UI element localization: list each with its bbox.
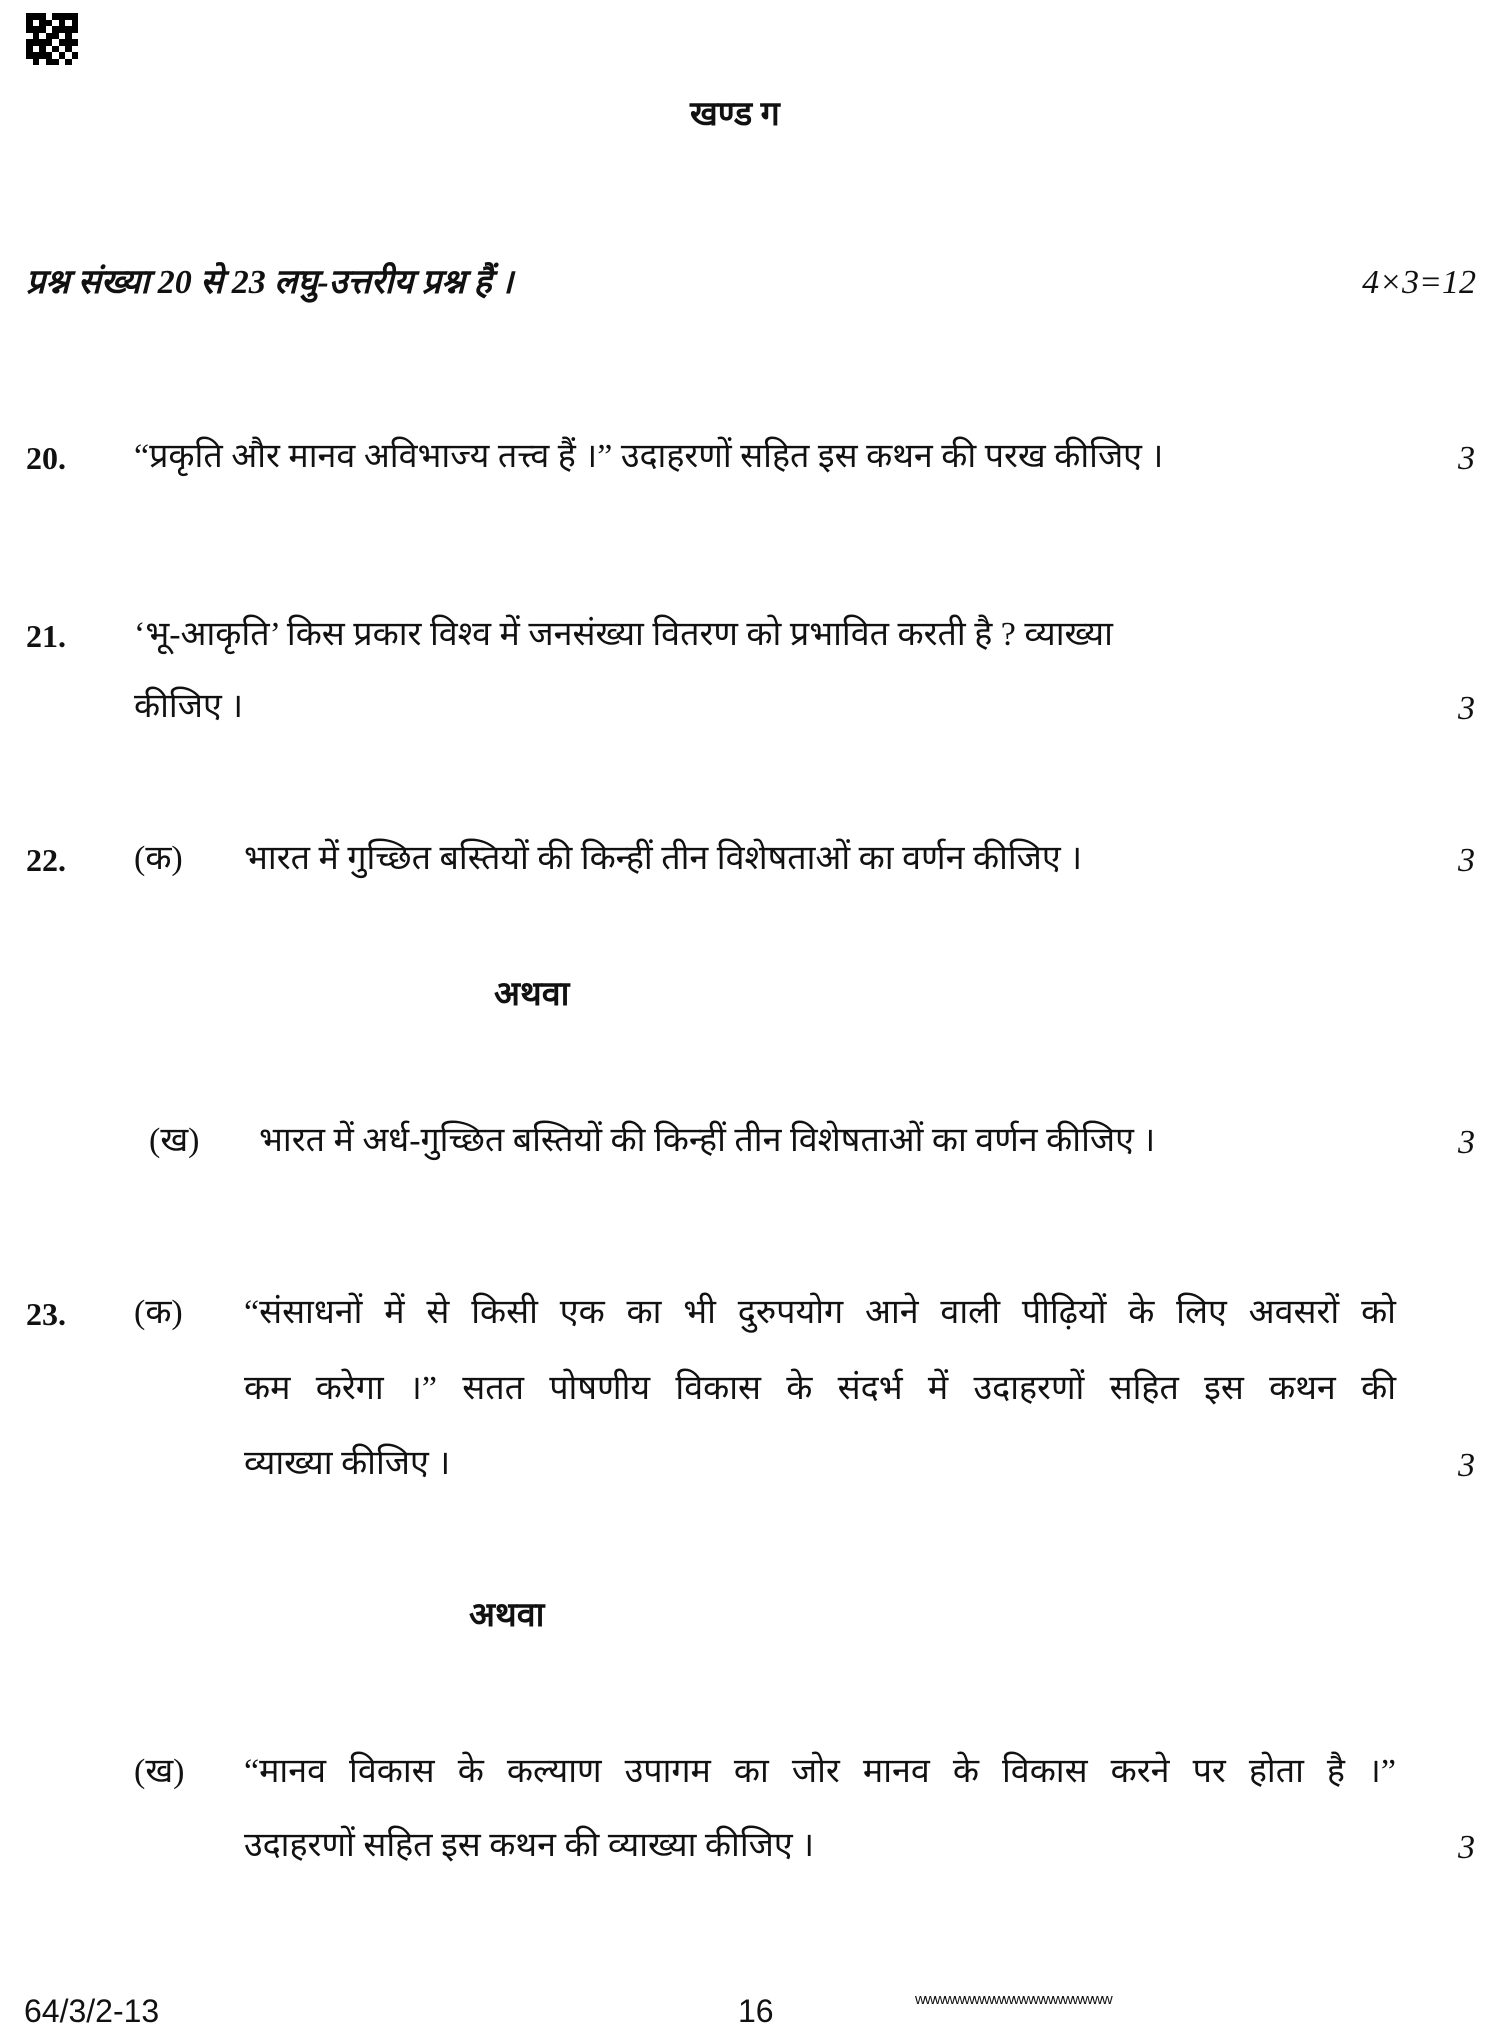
question-text: भारत में अर्ध-गुच्छित बस्तियों की किन्हीं तीन विशेषताओं का वर्णन कीजिए । [259,1122,1156,1159]
question-text: ‘भू-आकृति’ किस प्रकार विश्व में जनसंख्या वितरण को प्रभावित करती है ? व्याख्या [134,616,1113,653]
question-marks: 3 [1458,690,1475,727]
part-label: (क) [134,1294,183,1331]
question-marks: 3 [1458,1124,1475,1161]
question-marks: 3 [1458,440,1475,477]
question-text: “प्रकृति और मानव अविभाज्य तत्त्व हैं ।” उदाहरणों सहित इस कथन की परख कीजिए । [134,438,1164,475]
paper-code: 64/3/2-13 [24,1993,160,2029]
or-divider: अथवा [494,976,570,1013]
instruction-text: प्रश्न संख्या 20 से 23 लघु-उत्तरीय प्रश्न हैं । [26,264,514,301]
instruction-marks: 4×3=12 [1362,264,1476,301]
question-number: 21. [26,618,66,654]
qr-code [26,13,78,65]
question-text: व्याख्या कीजिए । [244,1445,451,1482]
question-text: कीजिए । [134,688,244,725]
question-text: उदाहरणों सहित इस कथन की व्याख्या कीजिए । [244,1827,815,1864]
page-number: 16 [738,1993,774,2029]
question-text: कम करेगा ।” सतत पोषणीय विकास के संदर्भ में उदाहरणों सहित इस कथन की [244,1370,1396,1407]
question-text: “मानव विकास के कल्याण उपागम का जोर मानव के विकास करने पर होता है ।” [244,1753,1396,1790]
or-divider: अथवा [469,1597,545,1634]
question-number: 22. [26,842,66,878]
part-label: (ख) [134,1753,185,1790]
part-label: (क) [134,840,183,877]
question-number: 20. [26,440,66,476]
question-text: “संसाधनों में से किसी एक का भी दुरुपयोग आने वाली पीढ़ियों के लिए अवसरों को [244,1294,1396,1331]
footer-decoration: wwwwwwwwwwwwwwwwwwww [915,1991,1112,2008]
question-number: 23. [26,1296,66,1332]
question-marks: 3 [1458,1829,1475,1866]
part-label: (ख) [149,1122,200,1159]
section-title: खण्ड ग [690,96,780,133]
question-marks: 3 [1458,842,1475,879]
question-marks: 3 [1458,1447,1475,1484]
question-text: भारत में गुच्छित बस्तियों की किन्हीं तीन विशेषताओं का वर्णन कीजिए । [244,840,1083,877]
